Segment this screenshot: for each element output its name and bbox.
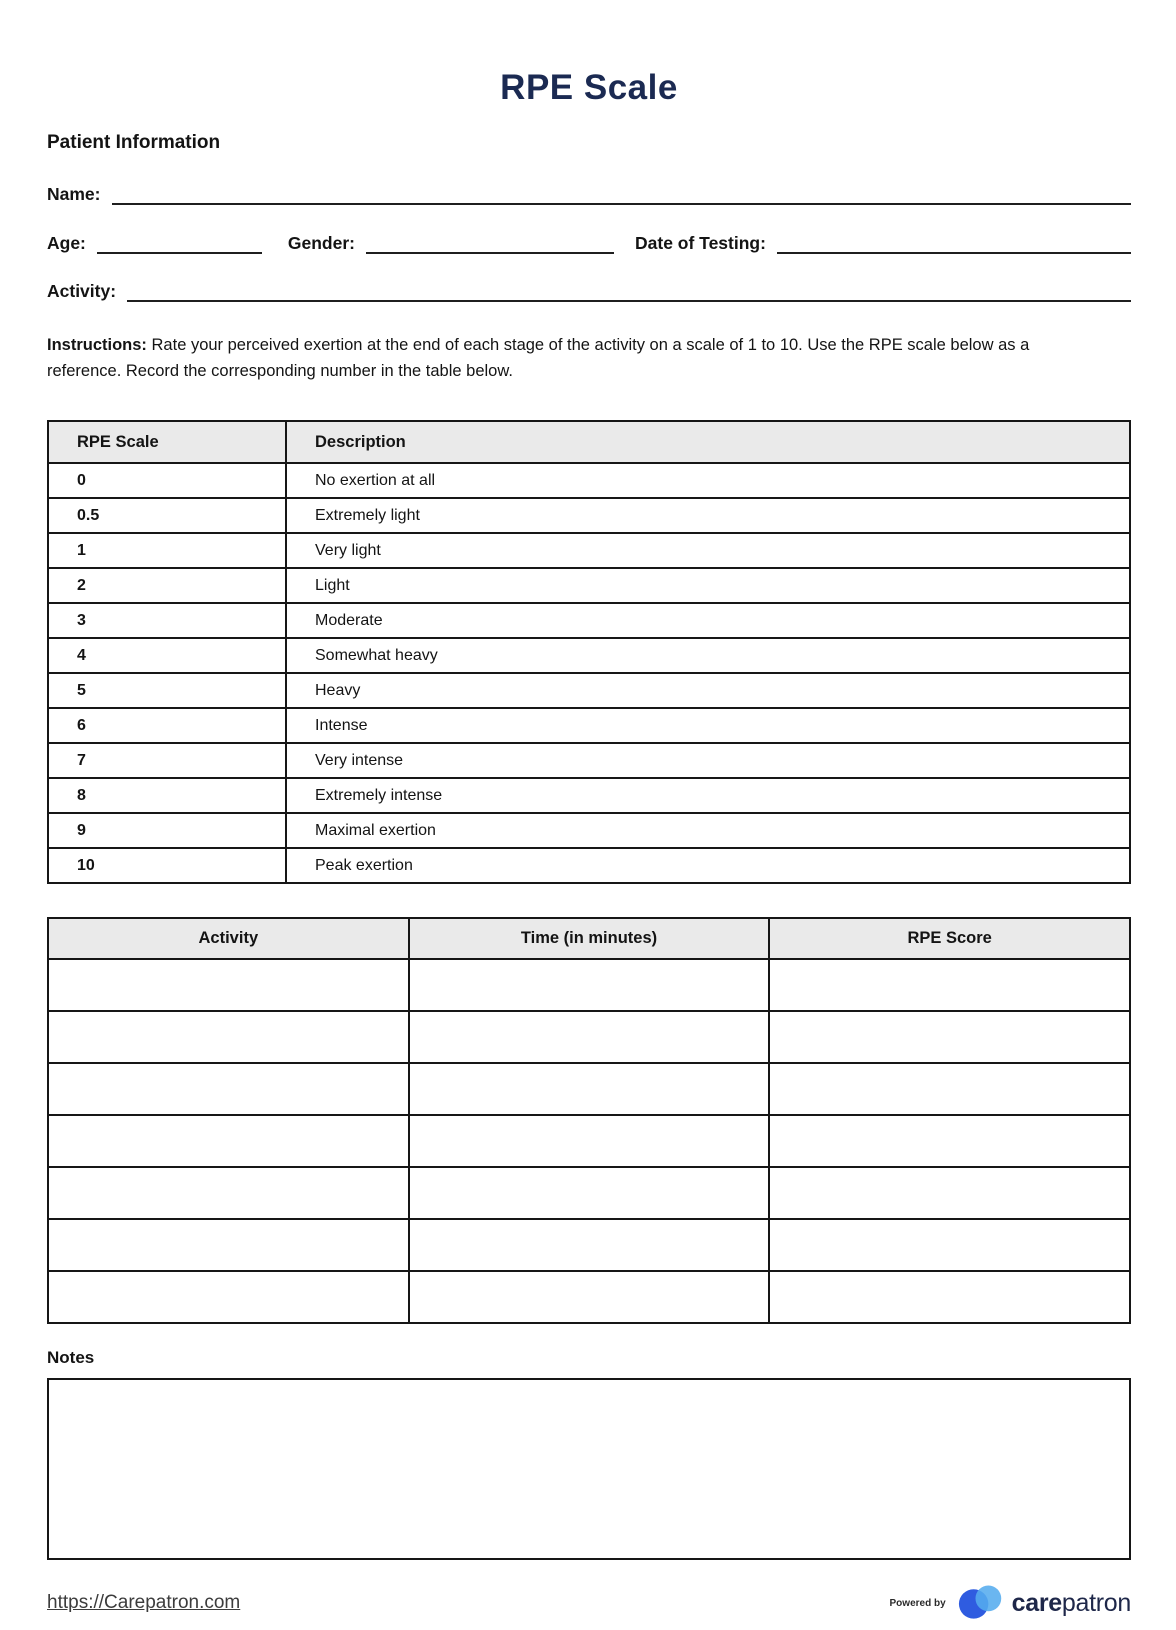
activity-entry-cell[interactable] (48, 1063, 409, 1115)
activity-entry-cell[interactable] (48, 1011, 409, 1063)
activity-log-row (48, 1115, 1130, 1167)
rpe-score-entry-cell[interactable] (769, 1219, 1130, 1271)
activity-label: Activity: (47, 281, 117, 301)
scale-description-cell: Moderate (286, 603, 1130, 638)
activity-log-row (48, 1219, 1130, 1271)
rpe-score-entry-cell[interactable] (769, 1271, 1130, 1323)
scale-row (48, 708, 1130, 743)
activity-log-table-body (48, 959, 1130, 1323)
scale-row (48, 743, 1130, 778)
name-field-line[interactable] (112, 185, 1132, 205)
rpe-score-entry-cell[interactable] (769, 959, 1130, 1011)
scale-value-cell: 2 (48, 568, 286, 603)
activity-log-row (48, 1167, 1130, 1219)
rpe-score-entry-cell[interactable] (769, 1011, 1130, 1063)
activity-entry-cell[interactable] (48, 1219, 409, 1271)
scale-value-cell: 7 (48, 743, 286, 778)
scale-value-cell: 0 (48, 463, 286, 498)
time-entry-cell[interactable] (409, 1115, 770, 1167)
scale-column-header-1: Description (286, 421, 1130, 463)
scale-description-cell: Somewhat heavy (286, 638, 1130, 673)
scale-row (48, 533, 1130, 568)
rpe-scale-table-head (48, 421, 1130, 463)
scale-description-cell: Light (286, 568, 1130, 603)
activity-entry-cell[interactable] (48, 1115, 409, 1167)
scale-description-cell: Maximal exertion (286, 813, 1130, 848)
scale-description-cell: Very intense (286, 743, 1130, 778)
time-entry-cell[interactable] (409, 1011, 770, 1063)
scale-row (48, 638, 1130, 673)
scale-description-cell: Very light (286, 533, 1130, 568)
scale-row (48, 498, 1130, 533)
footer (47, 1582, 1131, 1624)
scale-row (48, 778, 1130, 813)
scale-row (48, 813, 1130, 848)
scale-value-cell: 3 (48, 603, 286, 638)
time-entry-cell[interactable] (409, 1271, 770, 1323)
scale-row (48, 603, 1130, 638)
activity-header-row (48, 918, 1130, 959)
carepatron-brand (890, 1582, 1131, 1624)
gender-field-line[interactable] (366, 234, 614, 254)
page-title: RPE Scale (500, 68, 678, 107)
instructions-text: Rate your perceived exertion at the end of each stage of the activity on a scale of 1 to 10. Use the RPE scale below as a reference. Record the corresponding number in the table below. (47, 336, 1030, 380)
scale-value-cell: 1 (48, 533, 286, 568)
age-field-line[interactable] (97, 234, 262, 254)
activity-column-header-2: RPE Score (769, 918, 1130, 959)
carepatron-logo-icon (958, 1582, 1004, 1624)
time-entry-cell[interactable] (409, 1167, 770, 1219)
rpe-scale-table (47, 420, 1131, 884)
instructions-label: Instructions: (47, 336, 147, 354)
carepatron-wordmark (1012, 1589, 1131, 1618)
scale-value-cell: 8 (48, 778, 286, 813)
brand-care: care (1011, 1588, 1062, 1617)
rpe-score-entry-cell[interactable] (769, 1063, 1130, 1115)
rpe-scale-table-body (48, 463, 1130, 883)
activity-column-header-0: Activity (48, 918, 409, 959)
name-label: Name: (47, 184, 101, 204)
scale-value-cell: 5 (48, 673, 286, 708)
activity-entry-cell[interactable] (48, 1167, 409, 1219)
activity-log-row (48, 1271, 1130, 1323)
time-entry-cell[interactable] (409, 1219, 770, 1271)
brand-patron: patron (1061, 1588, 1131, 1617)
age-gender-date-row (47, 233, 1131, 254)
scale-value-cell: 9 (48, 813, 286, 848)
activity-log-row (48, 959, 1130, 1011)
scale-row (48, 673, 1130, 708)
date-of-testing-field-line[interactable] (777, 234, 1131, 254)
scale-value-cell: 10 (48, 848, 286, 883)
scale-value-cell: 4 (48, 638, 286, 673)
activity-log-row (48, 1063, 1130, 1115)
scale-value-cell: 6 (48, 708, 286, 743)
activity-log-row (48, 1011, 1130, 1063)
time-entry-cell[interactable] (409, 959, 770, 1011)
activity-log-table-head (48, 918, 1130, 959)
activity-entry-cell[interactable] (48, 1271, 409, 1323)
scale-header-row (48, 421, 1130, 463)
scale-description-cell: Heavy (286, 673, 1130, 708)
scale-row (48, 463, 1130, 498)
scale-description-cell: Extremely light (286, 498, 1130, 533)
scale-description-cell: Peak exertion (286, 848, 1130, 883)
activity-log-table (47, 917, 1131, 1324)
powered-by-label: Powered by (889, 1597, 946, 1609)
rpe-score-entry-cell[interactable] (769, 1115, 1130, 1167)
rpe-score-entry-cell[interactable] (769, 1167, 1130, 1219)
name-field-row (47, 184, 1131, 205)
time-entry-cell[interactable] (409, 1063, 770, 1115)
date-of-testing-label: Date of Testing: (635, 233, 766, 253)
activity-column-header-1: Time (in minutes) (409, 918, 770, 959)
age-label: Age: (47, 233, 86, 253)
activity-field-row (47, 281, 1131, 302)
notes-box[interactable] (47, 1378, 1131, 1560)
scale-description-cell: Extremely intense (286, 778, 1130, 813)
gender-label: Gender: (287, 233, 355, 253)
scale-description-cell: Intense (286, 708, 1130, 743)
patient-information-heading: Patient Information (47, 132, 221, 153)
notes-heading: Notes (47, 1348, 95, 1367)
instructions-paragraph (47, 332, 1095, 384)
scale-row (48, 568, 1130, 603)
scale-row (48, 848, 1130, 883)
activity-entry-cell[interactable] (48, 959, 409, 1011)
activity-field-line[interactable] (127, 282, 1131, 302)
carepatron-link[interactable]: https://Carepatron.com (47, 1592, 241, 1613)
scale-description-cell: No exertion at all (286, 463, 1130, 498)
scale-value-cell: 0.5 (48, 498, 286, 533)
scale-column-header-0: RPE Scale (48, 421, 286, 463)
